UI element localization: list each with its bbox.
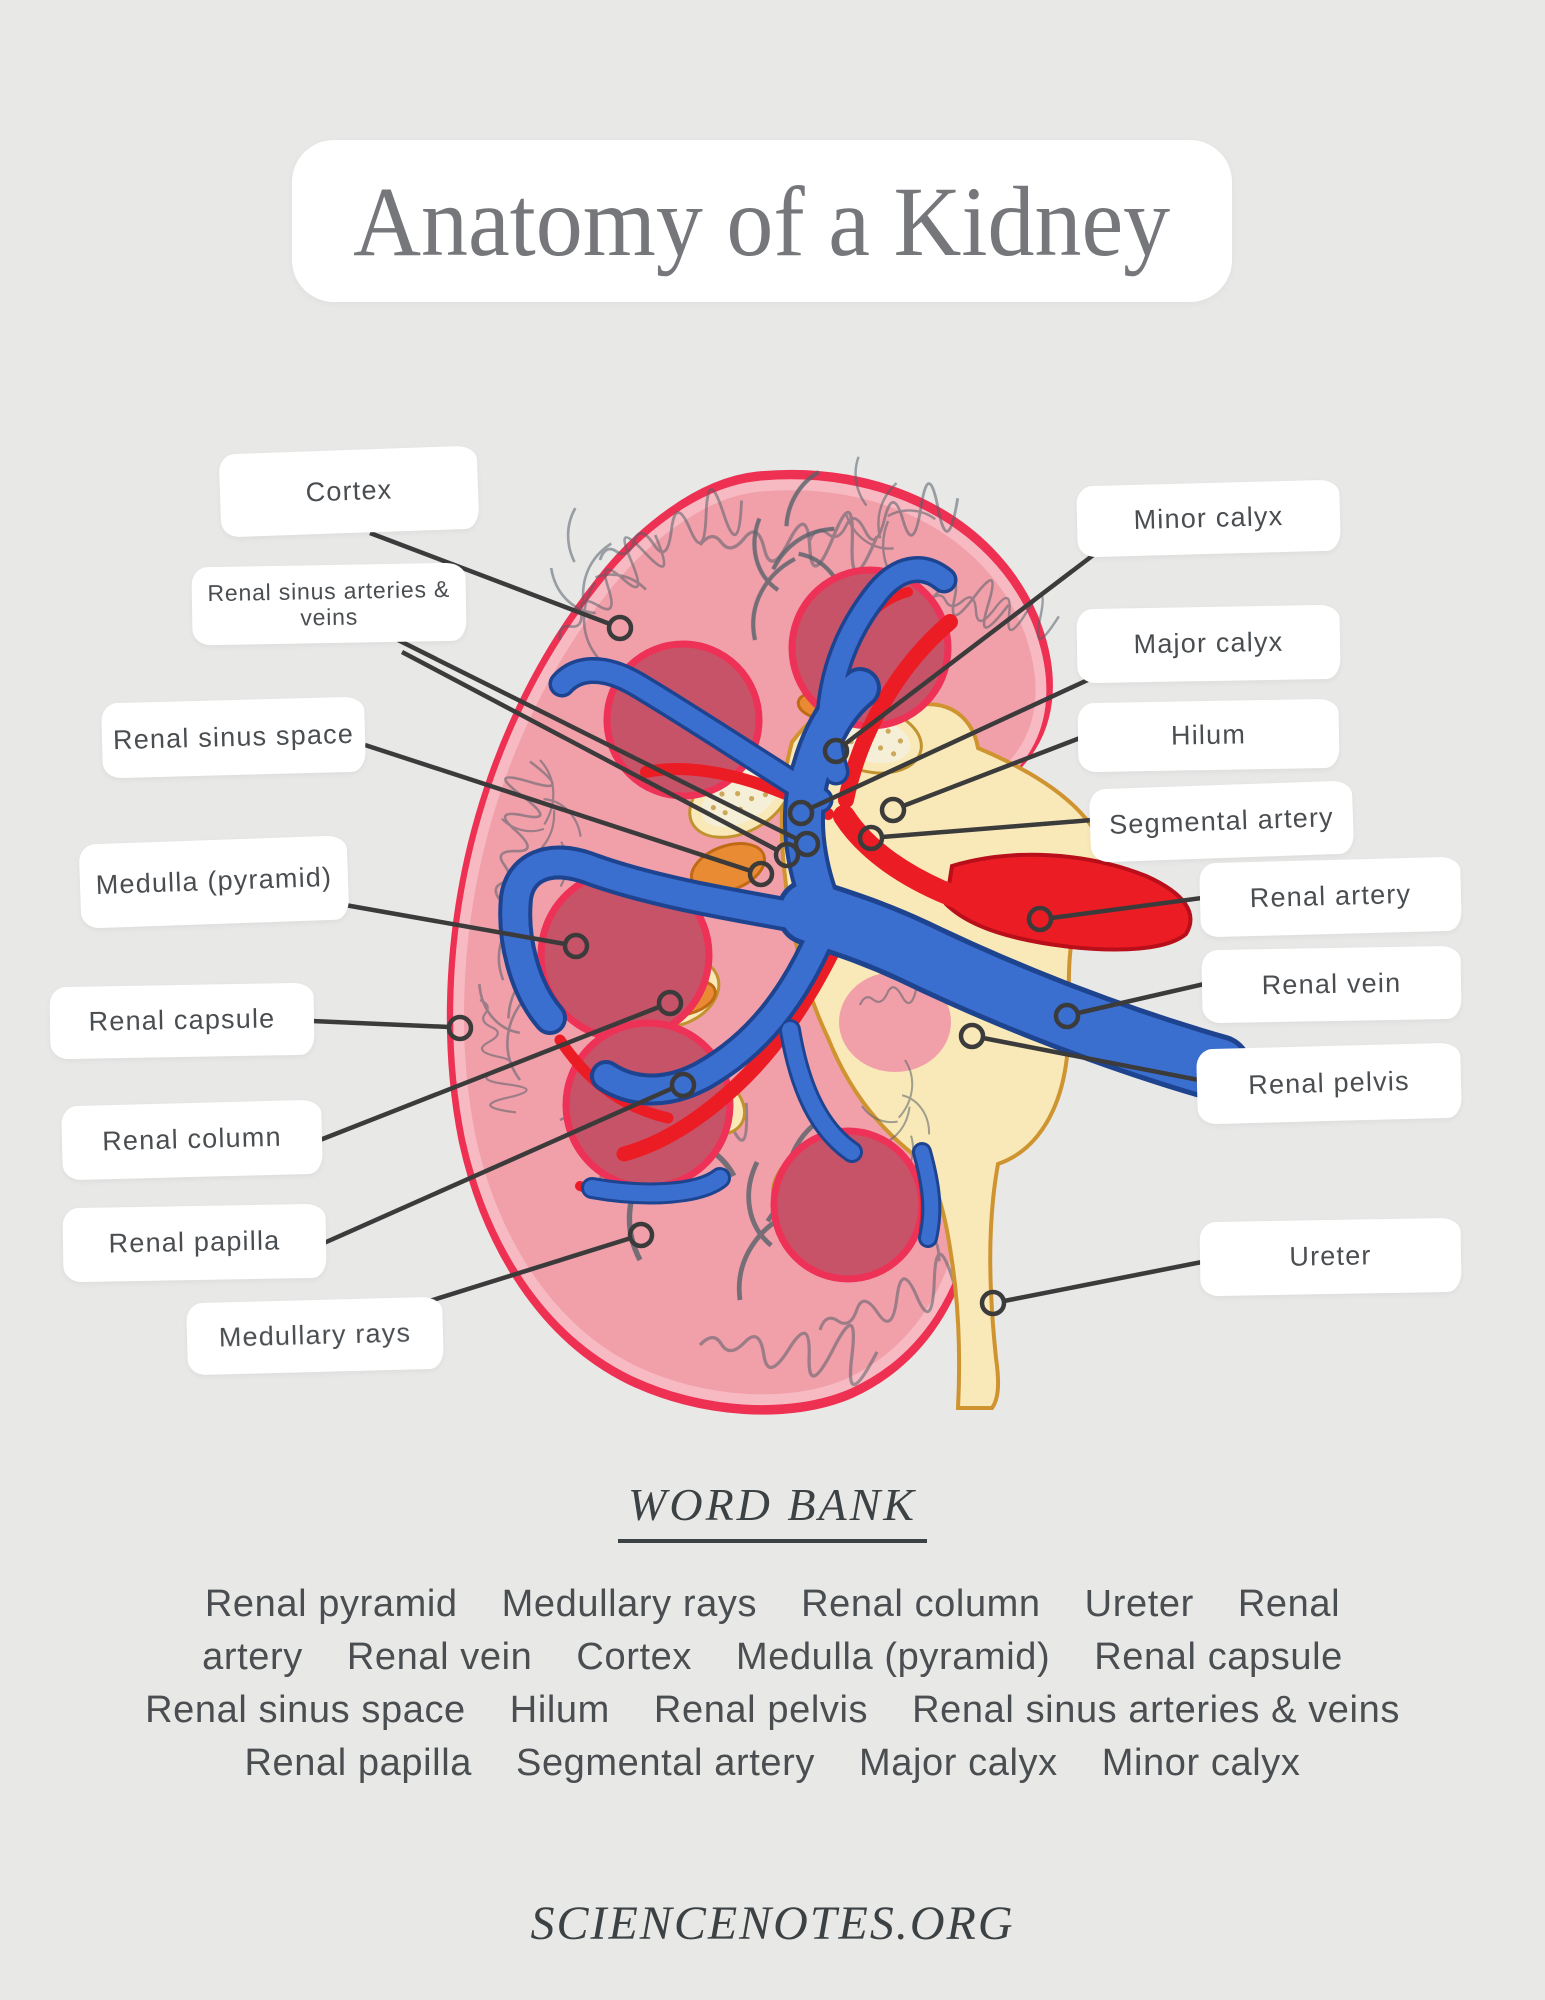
label-renal-pelvis: Renal pelvis xyxy=(1196,1043,1462,1125)
word-bank-term: Medullary rays xyxy=(501,1583,758,1625)
page-title: Anatomy of a Kidney xyxy=(353,165,1171,277)
leader-line-ureter xyxy=(1004,1262,1202,1301)
label-medulla-pyramid: Medulla (pyramid) xyxy=(79,835,350,928)
word-bank-line xyxy=(0,1737,1545,1790)
label-renal-sinus-arteries-veins: Renal sinus arteries & veins xyxy=(191,563,466,646)
word-bank-term: Ureter xyxy=(1084,1583,1194,1625)
word-bank-term: Cortex xyxy=(576,1636,692,1678)
label-hilum: Hilum xyxy=(1077,699,1339,773)
label-renal-artery: Renal artery xyxy=(1199,857,1462,938)
word-bank-term: Medulla (pyramid) xyxy=(735,1636,1051,1678)
word-bank-term: Segmental artery xyxy=(516,1742,815,1784)
label-major-calyx: Major calyx xyxy=(1076,605,1340,684)
word-bank-line xyxy=(0,1631,1545,1684)
word-bank-line xyxy=(0,1684,1545,1737)
leader-line-renal-capsule xyxy=(312,1021,449,1027)
word-bank-term: Renal vein xyxy=(346,1636,533,1678)
word-bank-line xyxy=(0,1578,1545,1631)
word-bank-term: Renal pyramid xyxy=(204,1583,458,1625)
word-bank-term: Renal capsule xyxy=(1094,1636,1343,1678)
title-card xyxy=(292,140,1232,302)
label-segmental-artery: Segmental artery xyxy=(1089,780,1354,862)
word-bank-term: Major calyx xyxy=(858,1742,1058,1784)
label-cortex: Cortex xyxy=(219,446,480,538)
word-bank-heading: WORD BANK xyxy=(618,1478,927,1543)
label-renal-vein: Renal vein xyxy=(1201,946,1461,1024)
word-bank-term: Renal sinus space xyxy=(145,1689,466,1731)
site-credit: SCIENCENOTES.ORG xyxy=(530,1897,1015,1950)
word-bank-term: Hilum xyxy=(509,1689,610,1731)
label-renal-capsule: Renal capsule xyxy=(49,983,314,1060)
word-bank-term: Renal sinus arteries & veins xyxy=(912,1689,1400,1731)
word-bank-term: Minor calyx xyxy=(1101,1742,1301,1784)
label-medullary-rays: Medullary rays xyxy=(186,1297,444,1376)
label-ureter: Ureter xyxy=(1199,1218,1461,1297)
word-bank-section xyxy=(0,1478,1545,1543)
label-minor-calyx: Minor calyx xyxy=(1076,480,1341,558)
label-renal-sinus-space: Renal sinus space xyxy=(101,697,366,779)
word-bank-term: Renal column xyxy=(801,1583,1041,1625)
word-bank-term: Renal pelvis xyxy=(653,1689,869,1731)
word-bank-list xyxy=(0,1578,1545,1790)
label-renal-papilla: Renal papilla xyxy=(62,1204,326,1283)
word-bank-term: Renal xyxy=(1237,1583,1341,1625)
label-renal-column: Renal column xyxy=(61,1100,323,1181)
word-bank-term: artery xyxy=(202,1636,303,1678)
word-bank-term: Renal papilla xyxy=(244,1742,472,1784)
